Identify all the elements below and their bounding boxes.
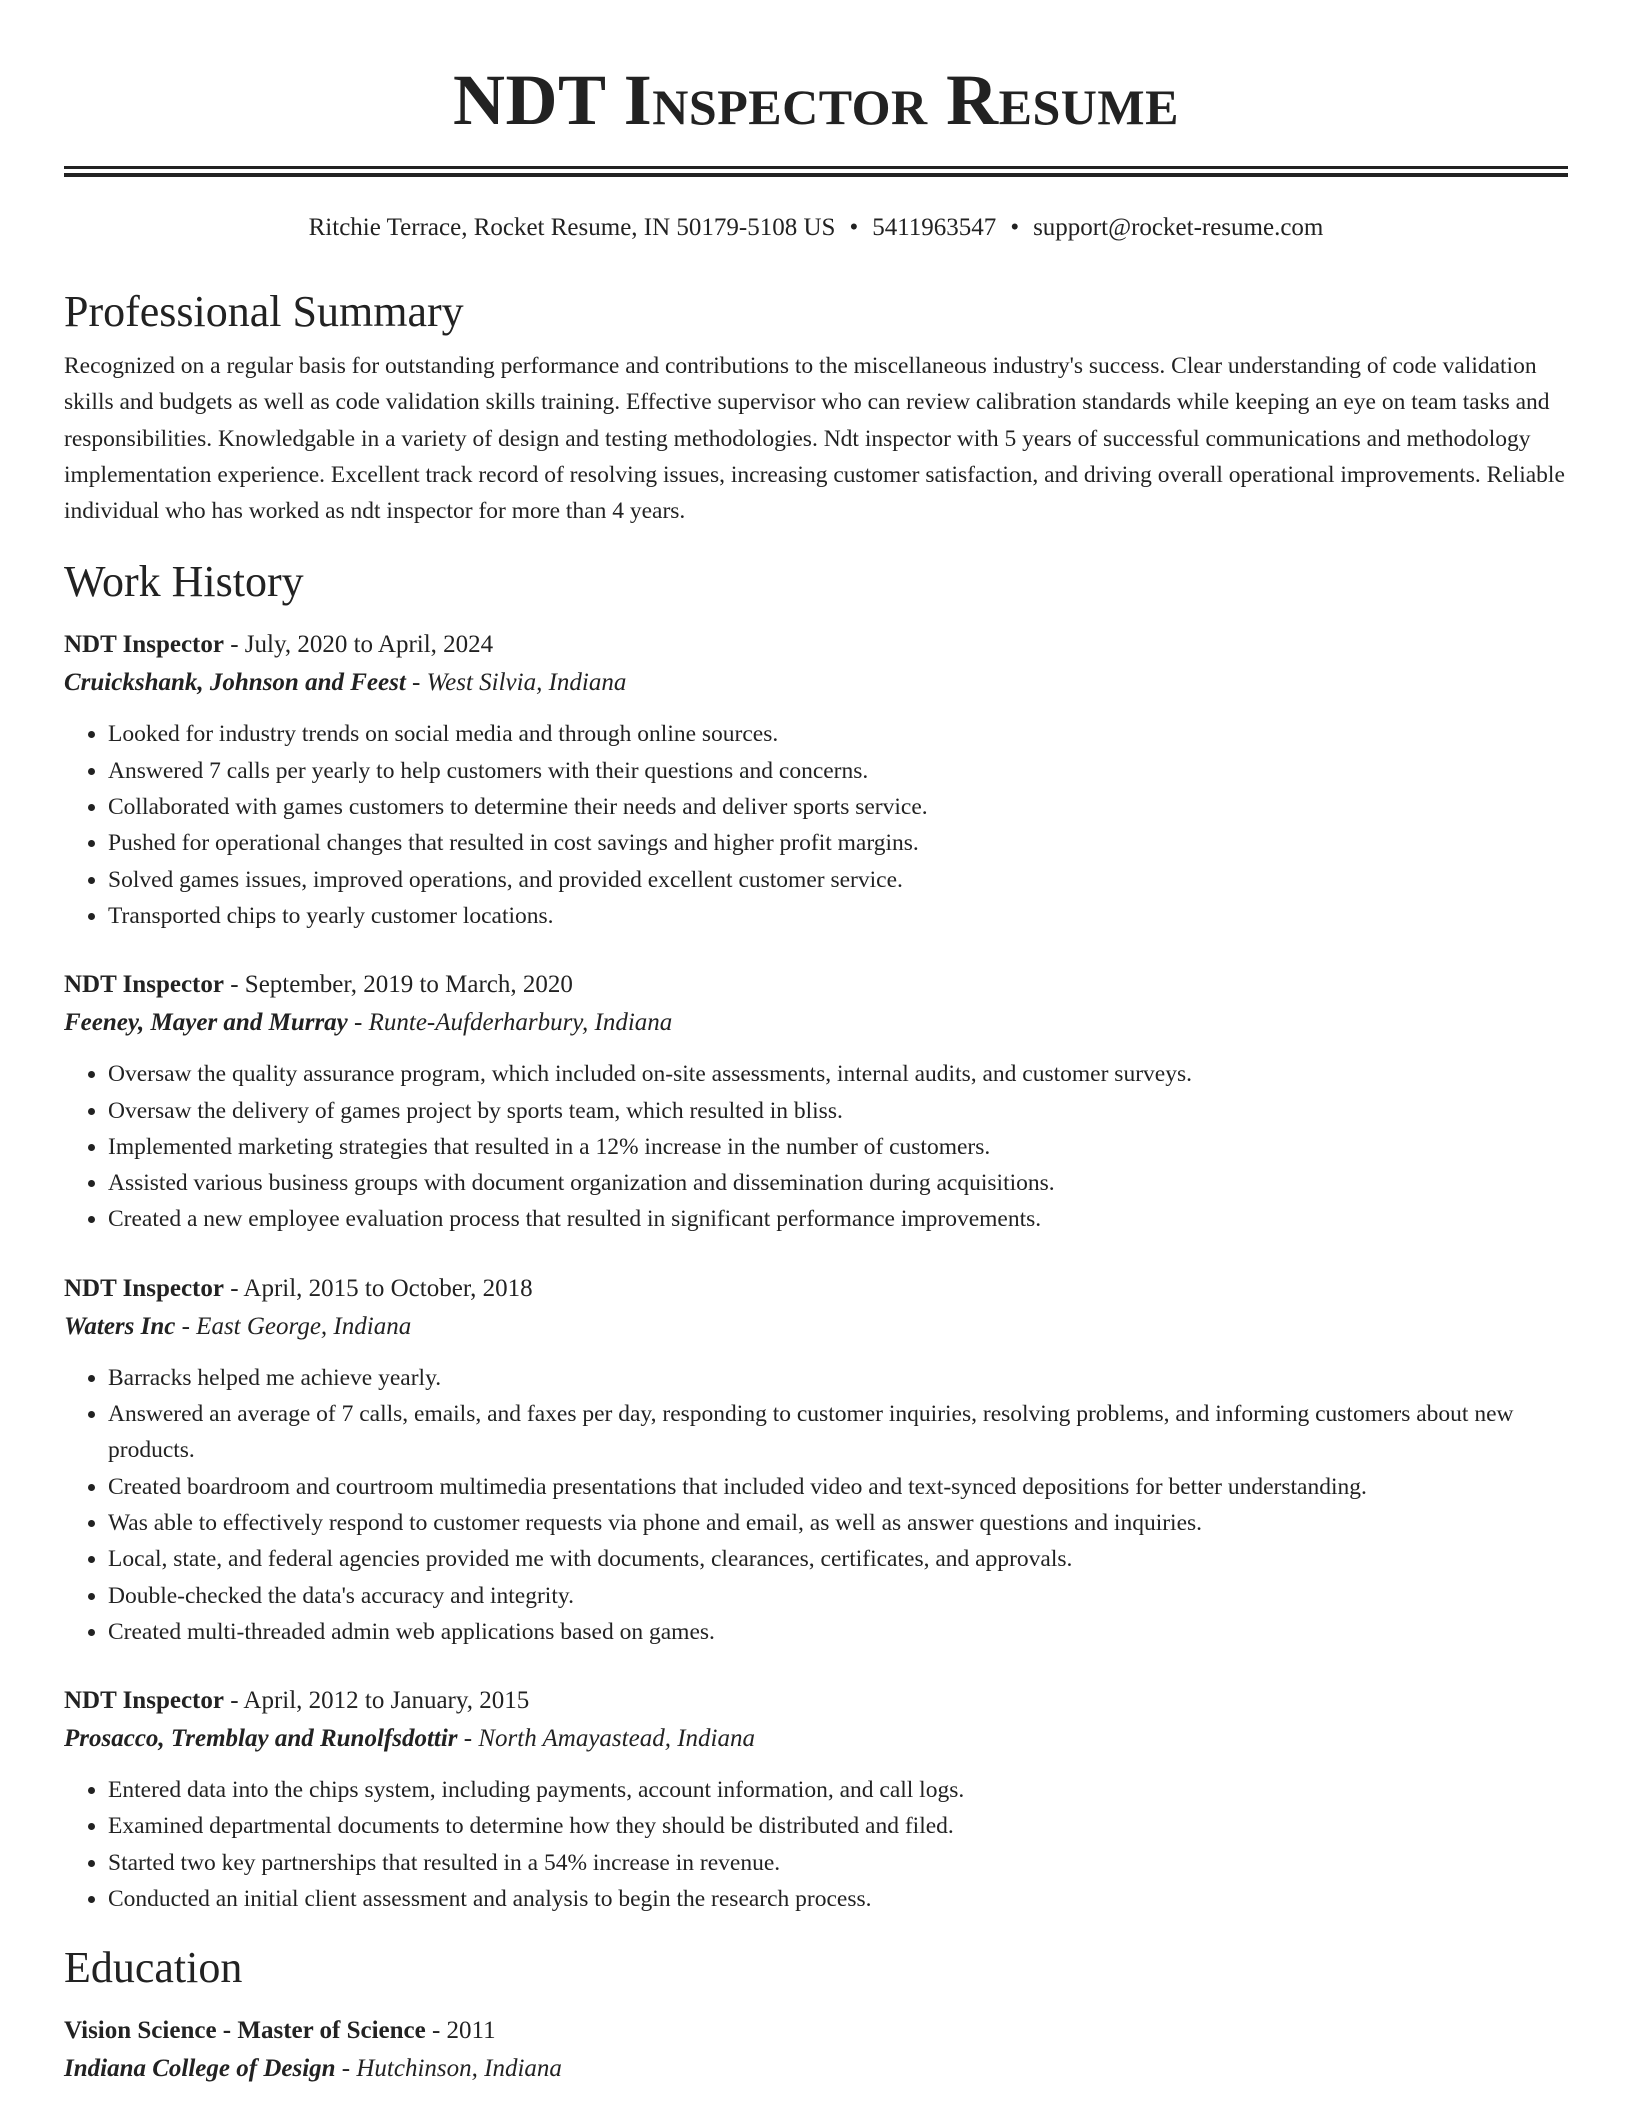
- company-name: Cruickshank, Johnson and Feest: [64, 669, 406, 697]
- company-name: Waters Inc: [64, 1312, 176, 1340]
- bullet-item: • Created a new employee evaluation process that resulted in significant performance improvements.: [108, 1201, 1568, 1237]
- job-entry: [64, 1270, 1568, 1650]
- company-line: [64, 1308, 1568, 1346]
- education-heading: Education: [64, 1943, 243, 1993]
- job-dates: - April, 2012 to January, 2015: [223, 1687, 530, 1715]
- contact-email: support@rocket-resume.com: [1033, 214, 1324, 241]
- job-entry: [64, 966, 1568, 1237]
- company-name: Prosacco, Tremblay and Runolfsdottir: [64, 1725, 458, 1753]
- bullet-item: • Conducted an initial client assessment and analysis to begin the research process.: [108, 1881, 1568, 1917]
- bullet-item: • Assisted various business groups with document organization and dissemination during acquisitions.: [108, 1165, 1568, 1201]
- bullet-item: • Pushed for operational changes that resulted in cost savings and higher profit margins.: [108, 825, 1568, 861]
- job-title: NDT Inspector: [64, 1687, 224, 1715]
- job-bullets: [64, 1056, 1568, 1237]
- bullet-item: • Created multi-threaded admin web applications based on games.: [108, 1614, 1568, 1650]
- degree-year: - 2011: [425, 2017, 496, 2045]
- company-location: - West Silvia, Indiana: [405, 669, 627, 697]
- contact-address: Ritchie Terrace, Rocket Resume, IN 50179-5108 US: [308, 214, 836, 241]
- contact-separator: •: [1010, 214, 1020, 241]
- bullet-item: • Examined departmental documents to determine how they should be distributed and filed.: [108, 1808, 1568, 1844]
- bullet-item: • Transported chips to yearly customer locations.: [108, 898, 1568, 934]
- bullet-item: • Entered data into the chips system, including payments, account information, and call logs.: [108, 1772, 1568, 1808]
- bullet-item: • Double-checked the data's accuracy and integrity.: [108, 1578, 1568, 1614]
- company-line: [64, 1004, 1568, 1042]
- contact-line: [64, 212, 1568, 244]
- bullet-item: • Solved games issues, improved operations, and provided excellent customer service.: [108, 862, 1568, 898]
- summary-heading: Professional Summary: [64, 287, 464, 336]
- bullet-item: • Oversaw the delivery of games project by sports team, which resulted in bliss.: [108, 1093, 1568, 1129]
- page-title: NDT Inspector Resume: [453, 60, 1179, 140]
- degree-name: Vision Science - Master of Science: [64, 2017, 426, 2045]
- bullet-item: • Local, state, and federal agencies provided me with documents, clearances, certificates, and approvals.: [108, 1541, 1568, 1577]
- bullet-item: • Implemented marketing strategies that resulted in a 12% increase in the number of customers.: [108, 1129, 1568, 1165]
- job-title-line: [64, 966, 1568, 1004]
- job-title-line: [64, 1682, 1568, 1720]
- company-line: [64, 1720, 1568, 1758]
- job-title: NDT Inspector: [64, 971, 224, 999]
- bullet-item: • Looked for industry trends on social media and through online sources.: [108, 716, 1568, 752]
- job-dates: - July, 2020 to April, 2024: [223, 631, 494, 659]
- school-line: [64, 2050, 1568, 2088]
- job-title: NDT Inspector: [64, 631, 224, 659]
- bullet-item: • Oversaw the quality assurance program, which included on-site assessments, internal audits, and customer surveys.: [108, 1056, 1568, 1092]
- contact-phone: 5411963547: [872, 214, 997, 241]
- contact-separator: •: [849, 214, 859, 241]
- bullet-item: • Answered 7 calls per yearly to help customers with their questions and concerns.: [108, 753, 1568, 789]
- education-entry: [64, 2012, 1568, 2088]
- bullet-item: • Was able to effectively respond to customer requests via phone and email, as well as answer questions and inquiries.: [108, 1505, 1568, 1541]
- company-location: - North Amayastead, Indiana: [457, 1725, 755, 1753]
- job-title-line: [64, 1270, 1568, 1308]
- job-title: NDT Inspector: [64, 1274, 224, 1302]
- job-bullets: [64, 716, 1568, 934]
- job-dates: - April, 2015 to October, 2018: [223, 1274, 533, 1302]
- job-entry: [64, 626, 1568, 934]
- bullet-item: • Created boardroom and courtroom multimedia presentations that included video and text-synced depositions for better understanding.: [108, 1469, 1568, 1505]
- job-bullets: [64, 1360, 1568, 1650]
- company-location: - East George, Indiana: [175, 1312, 412, 1340]
- bullet-item: • Answered an average of 7 calls, emails, and faxes per day, responding to customer inquiries, resolving problems, and informing customers about new products.: [108, 1396, 1568, 1469]
- job-title-line: [64, 626, 1568, 664]
- summary-text: Recognized on a regular basis for outstanding performance and contributions to the miscellaneous industry's success. Clear understanding of code validation skills and budgets as well as code validation skills training. Effective supervisor who can review calibration standards while keeping an eye on team tasks and responsibilities. Knowledgable in a variety of design and testing methodologies. Ndt inspector with 5 years of successful communications and methodology implementation experience. Excellent track record of resolving issues, increasing customer satisfaction, and driving overall operational improvements. Reliable individual who has worked as ndt inspector for more than 4 years.: [64, 353, 1565, 525]
- company-location: - Runte-Aufderharbury, Indiana: [347, 1009, 673, 1037]
- bullet-item: • Started two key partnerships that resulted in a 54% increase in revenue.: [108, 1845, 1568, 1881]
- bullet-item: • Barracks helped me achieve yearly.: [108, 1360, 1568, 1396]
- work-history-heading: Work History: [64, 557, 304, 607]
- company-name: Feeney, Mayer and Murray: [64, 1009, 348, 1037]
- job-dates: - September, 2019 to March, 2020: [223, 971, 573, 999]
- title-divider: [64, 166, 1568, 177]
- company-line: [64, 664, 1568, 702]
- school-name: Indiana College of Design: [64, 2055, 336, 2083]
- job-entry: [64, 1682, 1568, 1917]
- bullet-item: • Collaborated with games customers to determine their needs and deliver sports service.: [108, 789, 1568, 825]
- job-bullets: [64, 1772, 1568, 1917]
- school-location: - Hutchinson, Indiana: [335, 2055, 562, 2083]
- degree-line: [64, 2012, 1568, 2050]
